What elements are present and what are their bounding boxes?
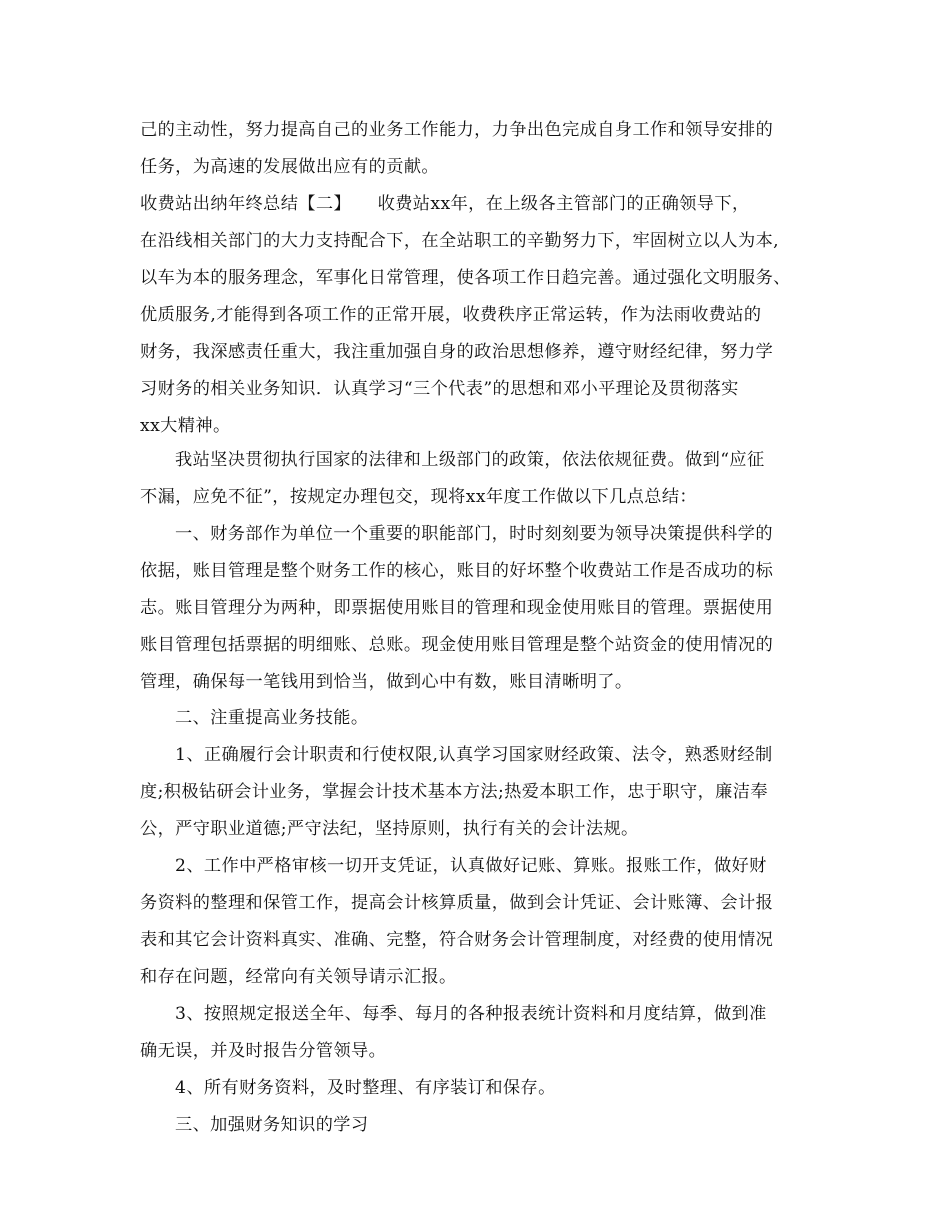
paragraph-start-line: 2、工作中严格审核一切开支凭证，认真做好记账、算账。报账工作，做好财 (175, 856, 767, 876)
section-heading-line: 收费站出纳年终总结【二】 收费站xx年，在上级各主管部门的正确领导下， (140, 194, 750, 214)
text-line: 和存在问题，经常向有关领导请示汇报。 (140, 967, 457, 987)
text-line: 账目管理包括票据的明细账、总账。现金使用账目管理是整个站资金的使用情况的 (140, 635, 774, 655)
paragraph-start-line: 我站坚决贯彻执行国家的法律和上级部门的政策，依法依规征费。做到“应征 (175, 450, 765, 470)
text-line: 优质服务,才能得到各项工作的正常开展，收费秩序正常运转，作为法雨收费站的 (140, 305, 762, 325)
text-line: xx大精神。 (140, 416, 231, 436)
section-heading-line: 三、加强财务知识的学习 (175, 1115, 369, 1135)
text-line: 管理，确保每一笔钱用到恰当，做到心中有数，账目清晰明了。 (140, 672, 633, 692)
paragraph-start-line: 4、所有财务资料，及时整理、有序装订和保存。 (175, 1078, 556, 1098)
text-line: 表和其它会计资料真实、准确、完整，符合财务会计管理制度，对经费的使用情况 (140, 930, 774, 950)
paragraph-start-line: 一、财务部作为单位一个重要的职能部门，时时刻刻要为领导决策提供科学的 (175, 524, 773, 544)
paragraph-start-line: 1、正确履行会计职责和行使权限,认真学习国家财经政策、法令，熟悉财经制 (175, 745, 773, 765)
text-line: 财务，我深感责任重大，我注重加强自身的政治思想修养，遵守财经纪律，努力学 (140, 342, 774, 362)
text-line: 公，严守职业道德;严守法纪，坚持原则，执行有关的会计法规。 (140, 819, 639, 839)
text-line: 确无误，并及时报告分管领导。 (140, 1041, 387, 1061)
text-line: 志。账目管理分为两种，即票据使用账目的管理和现金使用账目的管理。票据使用 (140, 598, 774, 618)
text-line: 习财务的相关业务知识．认真学习“三个代表”的思想和邓小平理论及贯彻落实 (140, 379, 739, 399)
paragraph-start-line: 3、按照规定报送全年、每季、每月的各种报表统计资料和月度结算，做到准 (175, 1004, 767, 1024)
text-line: 以车为本的服务理念，军事化日常管理，使各项工作日趋完善。通过强化文明服务、 (140, 268, 791, 288)
text-line: 在沿线相关部门的大力支持配合下，在全站职工的辛勤努力下，牢固树立以人为本, (140, 231, 780, 251)
text-line: 务资料的整理和保管工作，提高会计核算质量，做到会计凭证、会计账簿、会计报 (140, 893, 774, 913)
text-line: 度;积极钻研会计业务，掌握会计技术基本方法;热爱本职工作，忠于职守，廉洁奉 (140, 782, 768, 802)
text-line: 不漏，应免不征”，按规定办理包交，现将xx年度工作做以下几点总结： (140, 487, 698, 507)
text-line: 己的主动性，努力提高自己的业务工作能力，力争出色完成自身工作和领导安排的 (140, 120, 774, 140)
text-line: 任务，为高速的发展做出应有的贡献。 (140, 157, 439, 177)
text-line: 依据，账目管理是整个财务工作的核心，账目的好坏整个收费站工作是否成功的标 (140, 561, 774, 581)
section-heading-line: 二、注重提高业务技能。 (175, 708, 369, 728)
